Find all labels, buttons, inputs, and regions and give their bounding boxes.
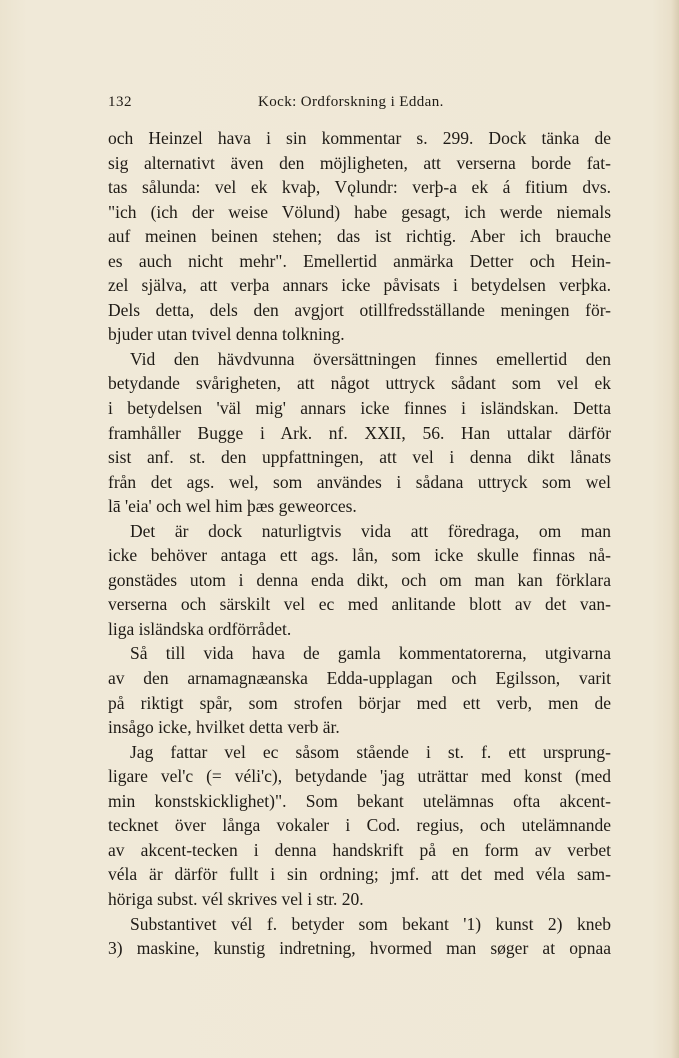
- text-line: es auch nicht mehr". Emellertid anmärka Detter och Hein-: [108, 250, 611, 271]
- text-line: "ich (ich der weise Völund) habe gesagt, ich werde niemals: [108, 201, 611, 222]
- text-line: sig alternativt även den möjligheten, att verserna borde fat-: [108, 152, 611, 173]
- text-line: från det ags. wel, som användes i sådana uttryck som wel: [108, 471, 611, 492]
- text-line: betydande svårigheten, att något uttryck sådant som vel ek: [108, 373, 611, 394]
- text-line: icke behöver antaga ett ags. lån, som icke skulle finnas nå-: [108, 545, 611, 566]
- text-line: sist anf. st. den uppfattningen, att vel i denna dikt lånats: [108, 447, 611, 468]
- text-line: lā 'eia' och wel him þæs geweorces.: [108, 496, 357, 517]
- text-line: auf meinen beinen stehen; das ist richtig. Aber ich brauche: [108, 226, 611, 247]
- text-line: verserna och särskilt vel ec med anlitande blott av det van-: [108, 594, 611, 615]
- running-head: Kock: Ordforskning i Eddan.: [258, 94, 444, 110]
- text-line: Substantivet vél f. betyder som bekant '1) kunst 2) kneb: [130, 913, 611, 934]
- text-line: véla är därför fullt i sin ordning; jmf. att det med véla sam-: [108, 864, 611, 885]
- text-line: och Heinzel hava i sin kommentar s. 299. Dock tänka de: [108, 128, 611, 148]
- text-line: tecknet över långa vokaler i Cod. regius, och utelämnande: [108, 815, 611, 836]
- text-line: på riktigt spår, som strofen börjar med ett verb, men de: [108, 692, 611, 713]
- text-line: Dels detta, dels den avgjort otillfredsställande meningen för-: [108, 299, 611, 320]
- text-line: av akcent-tecken i denna handskrift på en form av verbet: [108, 839, 611, 860]
- text-line: liga isländska ordförrådet.: [108, 618, 292, 639]
- text-line: i betydelsen 'väl mig' annars icke finnes i isländskan. Detta: [108, 398, 611, 419]
- text-line: Vid den hävdvunna översättningen finnes emellertid den: [130, 348, 611, 369]
- text-line: min konstskicklighet)". Som bekant utelämnas ofta akcent-: [108, 790, 611, 811]
- body-text: [108, 126, 611, 961]
- text-line: Så till vida hava de gamla kommentatorerna, utgivarna: [130, 643, 611, 664]
- text-line: Det är dock naturligtvis vida att föredraga, om man: [130, 520, 611, 541]
- text-line: höriga subst. vél skrives vel i str. 20.: [108, 888, 364, 909]
- text-line: zel själva, att verþa annars icke påvisats i betydelsen verþka.: [108, 275, 611, 296]
- text-line: framhåller Bugge i Ark. nf. XXII, 56. Han uttalar därför: [108, 422, 611, 443]
- page-edge-shadow: [671, 0, 679, 1058]
- text-line: bjuder utan tvivel denna tolkning.: [108, 324, 345, 345]
- text-line: av den arnamagnæanska Edda-upplagan och Egilsson, varit: [108, 668, 611, 689]
- text-line: insågo icke, hvilket detta verb är.: [108, 717, 340, 738]
- text-line: gonstädes utom i denna enda dikt, och om man kan förklara: [108, 569, 611, 590]
- page-number: 132: [108, 94, 132, 110]
- text-line: tas sålunda: vel ek kvaþ, Vǫlundr: verþ-a ek á fitium dvs.: [108, 177, 611, 198]
- text-line: 3) maskine, kunstig indretning, hvormed man søger at opnaa: [108, 938, 611, 959]
- page-header: [108, 94, 611, 116]
- text-line: Jag fattar vel ec såsom stående i st. f. ett ursprung-: [130, 741, 611, 762]
- text-line: ligare vel'c (= véli'c), betydande 'jag uträttar med konst (med: [108, 766, 611, 787]
